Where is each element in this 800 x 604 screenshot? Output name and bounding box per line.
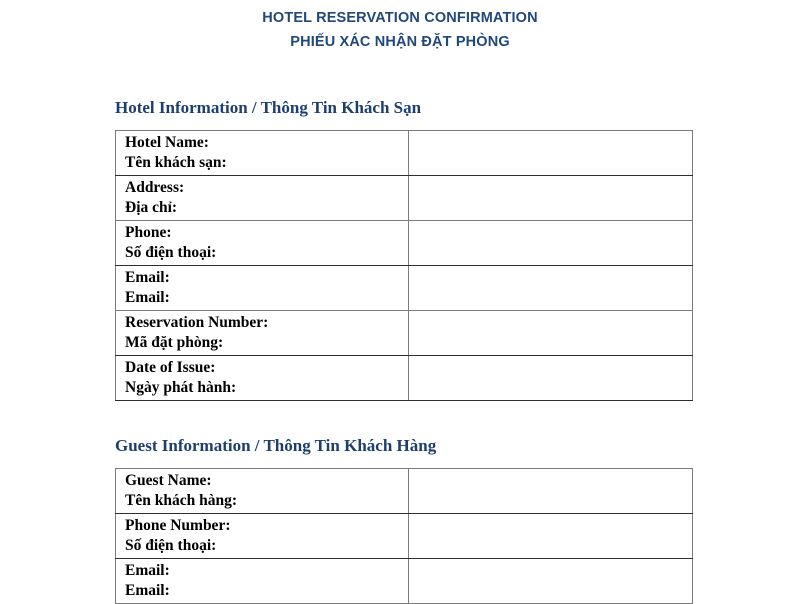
label-en: Phone Number: [125,517,231,534]
label-cell [116,131,409,176]
label-cell [116,559,409,604]
value-cell[interactable] [409,559,693,604]
table-row [116,266,693,311]
label-cell [116,266,409,311]
label-vi: Địa chỉ: [125,199,178,216]
table-row [116,131,693,176]
table-row [116,514,693,559]
label-vi: Ngày phát hành: [125,379,237,396]
table-row [116,559,693,604]
heading-spacer-1 [0,118,800,130]
value-cell[interactable] [409,356,693,401]
value-cell[interactable] [409,311,693,356]
label-vi: Mã đặt phòng: [125,334,224,351]
label-cell [116,514,409,559]
label-vi: Tên khách sạn: [125,154,227,171]
label-en: Email: [125,269,170,286]
value-cell[interactable] [409,176,693,221]
label-cell [116,176,409,221]
label-en: Date of Issue: [125,359,216,376]
value-cell[interactable] [409,131,693,176]
label-en: Hotel Name: [125,134,209,151]
value-cell[interactable] [409,221,693,266]
label-vi: Email: [125,289,170,306]
table-spacer [0,401,800,436]
label-cell [116,311,409,356]
label-vi: Email: [125,582,170,599]
table-row [116,176,693,221]
label-cell [116,221,409,266]
section-heading-hotel-information: Hotel Information / Thông Tin Khách Sạn [115,98,422,117]
label-en: Reservation Number: [125,314,269,331]
label-cell [116,469,409,514]
label-cell [116,356,409,401]
title-spacer [0,54,800,98]
guest-information-table [115,468,693,604]
section-heading-guest-information: Guest Information / Thông Tin Khách Hàng [115,436,437,455]
value-cell[interactable] [409,514,693,559]
value-cell[interactable] [409,469,693,514]
hotel-information-table [115,130,693,401]
page-title-vietnamese: PHIẾU XÁC NHẬN ĐẶT PHÒNG [290,34,510,50]
value-cell[interactable] [409,266,693,311]
table-row [116,356,693,401]
table-row [116,469,693,514]
label-en: Guest Name: [125,472,212,489]
label-vi: Số điện thoại: [125,244,217,261]
table-row [116,311,693,356]
label-vi: Tên khách hàng: [125,492,237,509]
label-en: Address: [125,179,185,196]
label-en: Email: [125,562,170,579]
label-vi: Số điện thoại: [125,537,217,554]
table-row [116,221,693,266]
page-title-english: HOTEL RESERVATION CONFIRMATION [262,10,538,26]
heading-spacer-2 [0,456,800,468]
label-en: Phone: [125,224,172,241]
